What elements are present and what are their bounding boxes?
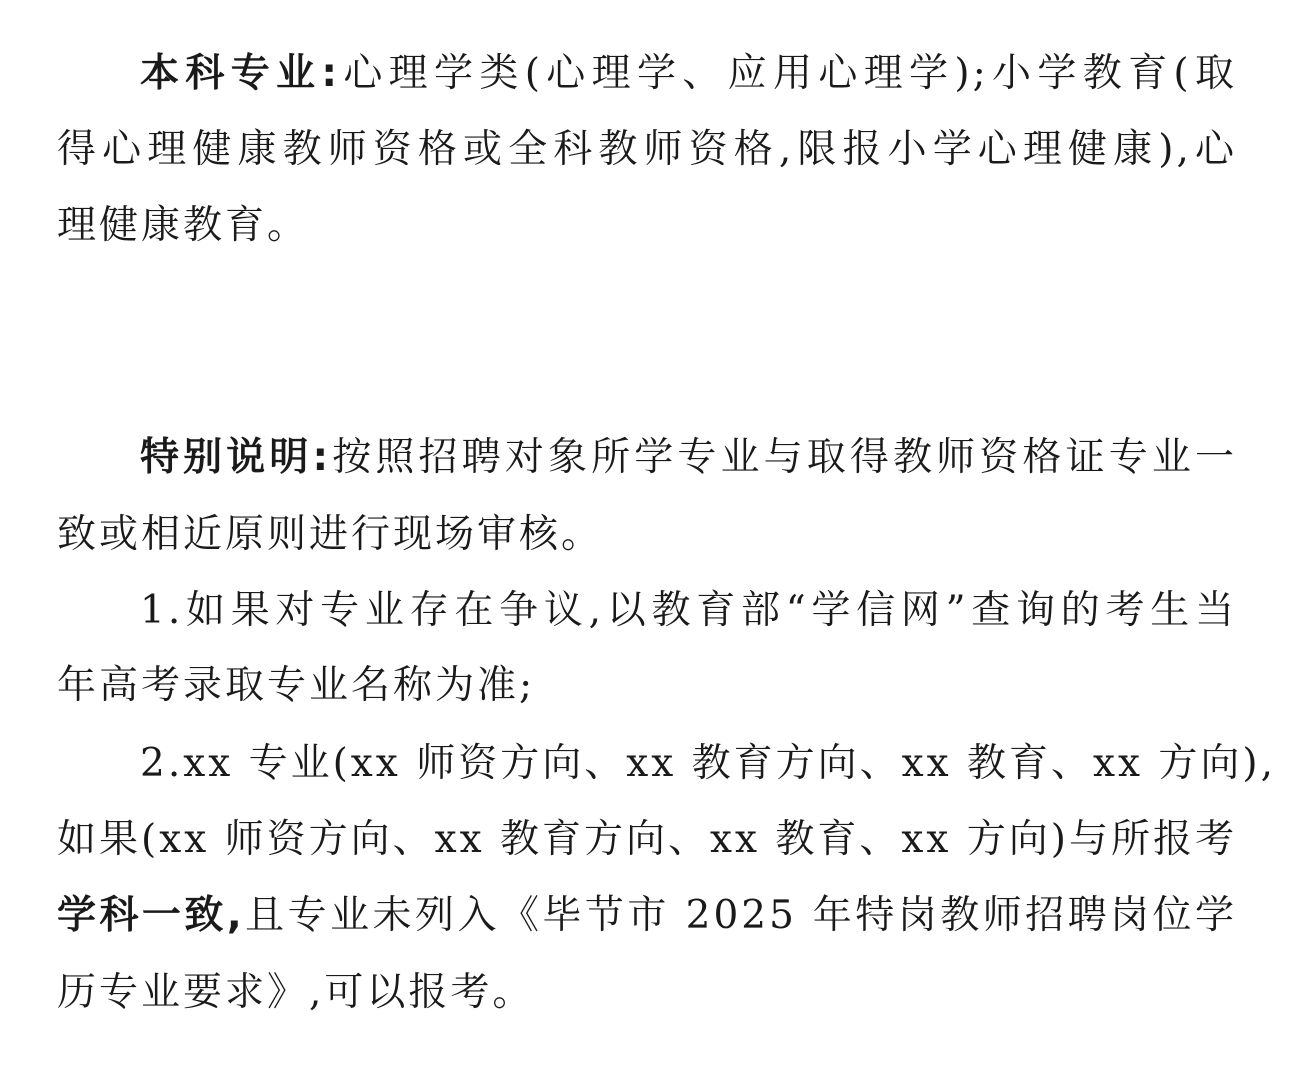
undergrad-major-text: 心理学类(心理学、应用心理学);小学教育(取 [339, 51, 1237, 96]
undergrad-major-heading: 本科专业: [140, 51, 340, 96]
note-item-2-emphasis: 学科一致, [57, 893, 245, 938]
undergrad-major-line-3: 理健康教育。 [57, 203, 310, 248]
special-note-heading: 特别说明: [140, 435, 332, 480]
note-item-2-line-3 [57, 886, 1237, 946]
special-note-line-1 [140, 428, 1237, 488]
special-note-text: 按照招聘对象所学专业与取得教师资格证专业一 [331, 435, 1237, 480]
note-item-2-line-1: 2.xx 专业(xx 师资方向、xx 教育方向、xx 教育、xx 方向), [140, 741, 1276, 786]
note-item-1-line-2: 年高考录取专业名称为准; [57, 663, 536, 708]
note-item-2-text: 且专业未列入《毕节市 2025 年特岗教师招聘岗位学 [244, 893, 1237, 938]
undergrad-major-line-2: 得心理健康教师资格或全科教师资格,限报小学心理健康),心 [57, 127, 1237, 172]
note-item-1-line-1: 1.如果对专业存在争议,以教育部“学信网”查询的考生当 [140, 588, 1237, 633]
undergrad-major-line-1 [140, 44, 1237, 104]
special-note-line-2: 致或相近原则进行现场审核。 [57, 512, 604, 557]
note-item-2-line-4: 历专业要求》,可以报考。 [57, 970, 535, 1015]
note-item-2-line-2: 如果(xx 师资方向、xx 教育方向、xx 教育、xx 方向)与所报考 [57, 817, 1237, 862]
